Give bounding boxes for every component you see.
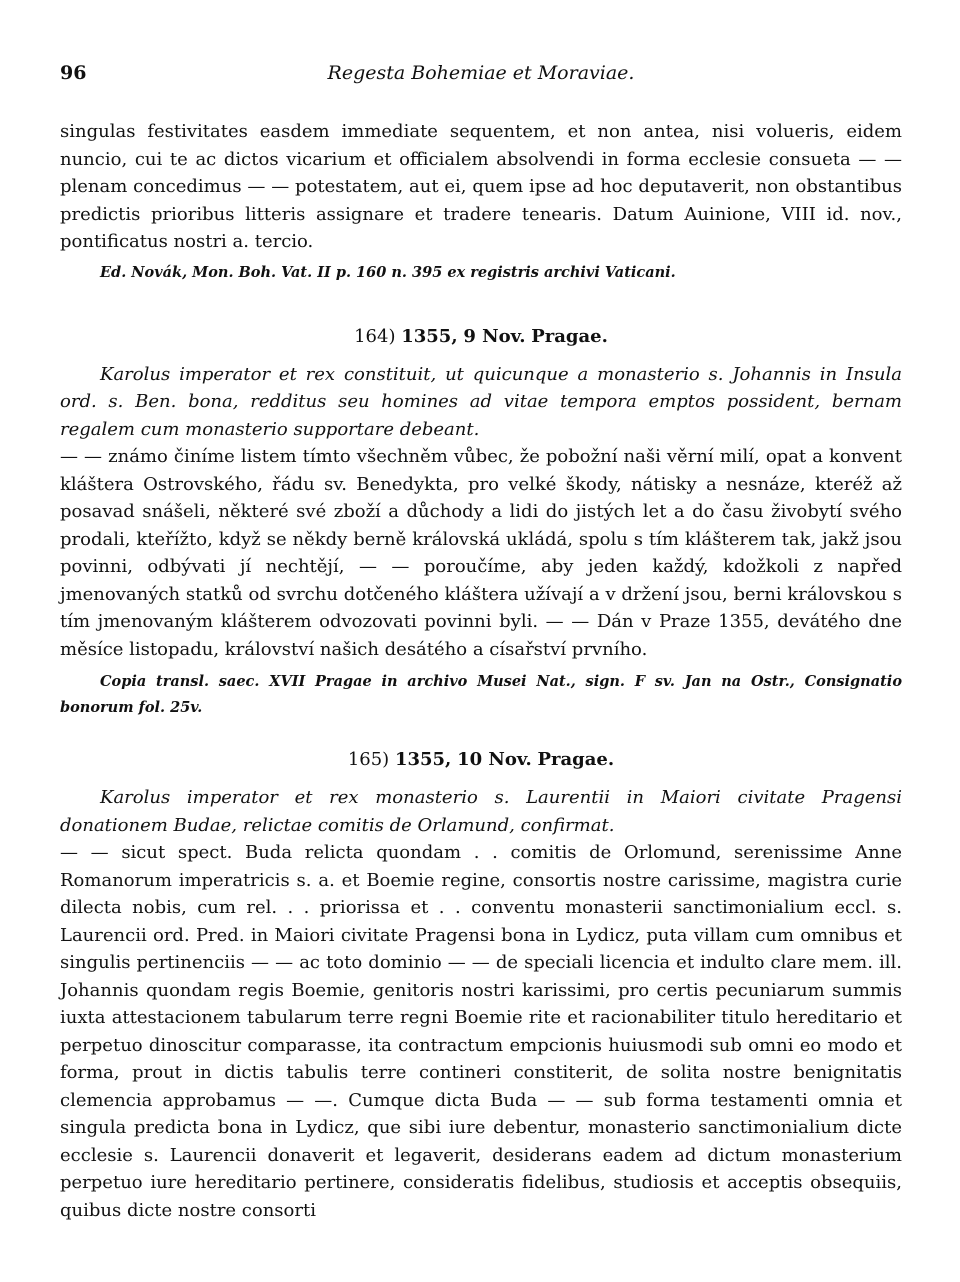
entry-text: — — známo činíme listem tímto všechněm vůbec, že pobožní naši věrní milí, opat a konvent kláštera Ostrovského, řádu sv. Benedykta, pro velké škody, nátisky a nesnáze, kteréž až posavad snášeli, některé své zboží a důchody a lidi do jistých let a do času živobytí svého prodali, kteřížto, když se někdy berně královská ukládá, spolu s tím klášterem tak, jakž jsou povinni, odbývati jí nechtějí, — — poroučíme, aby jeden každý, kdožkoli z napřed jmenovaných statků od svrchu dotčeného kláštera užívají a v držení jsou, berni královskou s tím jmenovaným klášterem odvozovati povinni byli. — — Dán v Praze 1355, devátého dne měsíce listopadu, království našich desátého a císařství prvního. bbox=[60, 446, 902, 660]
entry-number: 165) bbox=[347, 749, 390, 770]
entry-date: 10 Nov. bbox=[457, 749, 532, 770]
entry-year: 1355, bbox=[394, 749, 452, 770]
entry-place: Pragae. bbox=[537, 749, 615, 770]
running-title: Regesta Bohemiae et Moraviae. bbox=[327, 62, 635, 84]
entry-heading bbox=[60, 326, 902, 347]
entry-number: 164) bbox=[354, 325, 396, 347]
entry-place: Pragae. bbox=[531, 325, 608, 347]
entry-year: 1355, bbox=[401, 325, 458, 347]
entry-164 bbox=[60, 326, 902, 722]
page-number: 96 bbox=[60, 62, 87, 84]
continuation-source: Ed. Novák, Mon. Boh. Vat. II p. 160 n. 395 ex registris archivi Vaticani. bbox=[100, 263, 676, 281]
page-header bbox=[60, 62, 902, 92]
entry-source: Copia transl. saec. XVII Pragae in archivo Musei Nat., sign. F sv. Jan na Ostr., Consignatio bonorum fol. 25v. bbox=[60, 673, 902, 716]
continuation-text: singulas festivitates easdem immediate sequentem, et non antea, nisi volueris, eidem nuncio, cui te ac dictos vicarium et officialem absolvendi in forma ecclesie consueta — — plenam concedimus — — potestatem, aut ei, quem ipse ad hoc deputaverit, non obstantibus predictis prioribus litteris assignare et tradere tenearis. Datum Auinione, VIII id. nov., pontificatus nostri a. tercio. bbox=[60, 121, 902, 252]
entry-heading bbox=[60, 749, 902, 770]
entry-date: 9 Nov. bbox=[463, 325, 526, 347]
entry-summary: Karolus imperator et rex constituit, ut quicunque a monasterio s. Johannis in Insula ord. s. Ben. bona, redditus seu homines ad vitae tempora emptos possident, bernam regalem cum monasterio supportare debeant. bbox=[60, 363, 902, 440]
entry-text: — — sicut spect. Buda relicta quondam . . comitis de Orlomund, serenissime Anne Romanorum imperatricis s. a. et Boemie regine, consortis nostre carissime, magistra curie dilecta nobis, cum rel. . . priorissa et . . conventu monasterii sanctimonialium eccl. s. Laurencii ord. Pred. in Maiori civitate Pragensi bona in Lydicz, puta villam cum omnibus et singulis pertinenciis — — ac toto dominio — — de speciali licencia et indulto clare mem. ill. Johannis quondam regis Boemie, genitoris nostri karissimi, pro certis pecuniarum summis iuxta attestacionem tabularum terre regni Boemie rite et racionabiliter titulo hereditario et perpetuo dinoscitur comparasse, ita contractum empcionis huiusmodi sub omni eo modo et forma, prout in dictis tabulis terre contineri constiterit, de solita nostre benignitatis clemencia approbamus — —. Cumque dicta Buda — — sub forma testamenti omnia et singula predicta bona in Lydicz, que sibi iure debentur, monasterio sanctimonialium dicte ecclesie s. Laurencii donaverit et legaverit, desiderans eadem ad dictum monasterium perpetuo iure hereditario pertinere, consideratis fidelibus, studiosis et acceptis obsequiis, quibus dicte nostre consorti bbox=[60, 842, 902, 1221]
page-content bbox=[60, 118, 902, 1224]
entry-summary: Karolus imperator et rex monasterio s. Laurentii in Maiori civitate Pragensi donationem Budae, relictae comitis de Orlamund, confirmat. bbox=[60, 787, 902, 836]
entry-165 bbox=[60, 749, 902, 1224]
